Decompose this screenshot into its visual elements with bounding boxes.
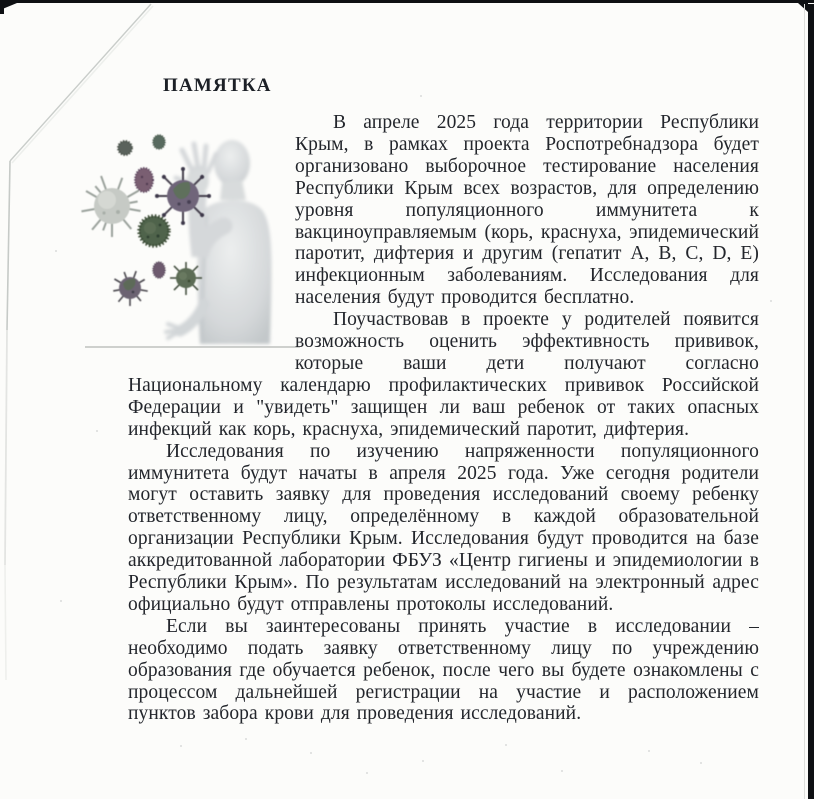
- scan-corner-top-right: [798, 3, 808, 12]
- paragraph-2: Поучаствовав в проекте у родителей появится возможность оценить эффективность прививок, которые ваши дети получают согласно Национальному календарю профилактических прививок Российской Федерации и "увидеть" защищен ли ваш ребенок от таких опасных инфекций как корь, краснуха, эпидемический паротит, дифтерия.: [128, 309, 759, 440]
- scan-speckle: [420, 95, 422, 97]
- paragraph-3: Исследования по изучению напряженности популяционного иммунитета будут начаты в апреля 2025 года. Уже сегодня родители могут оставить заявку для проведения исследований своему ребенку ответственному лицу, определённому в каждой образовательной организации Республики Крым. Исследования будут проводится на базе аккредитованной лаборатории ФБУЗ «Центр гигиены и эпидемиологии в Республики Крым». По результатам исследований на электронный адрес официально будут отправлены протоколы исследований.: [128, 440, 759, 615]
- scan-speckle: [96, 430, 98, 432]
- paragraph-4: Если вы заинтересованы принять участие в исследовании – необходимо подать заявку ответственному лицу по учреждению образования где обучается ребенок, после чего вы будете ознакомлены с процессом дальнейшей регистрации на участие и расположением пунктов забора крови для проведения исследований.: [128, 615, 759, 725]
- scan-speckle: [700, 762, 702, 764]
- scan-speckle: [561, 770, 563, 772]
- scan-speckle: [245, 738, 247, 740]
- scan-edge-top: [0, 0, 814, 3]
- scan-speckle: [60, 600, 62, 602]
- paragraph-1: В апреле 2025 года территории Республики Крым, в рамках проекта Роспотребнадзора будет организовано выборочное тестирование населения Республики Крым всех возрастов, для определению уровня популяционного иммунитета к вакциноуправляемым (корь, краснуха, эпидемический паротит, дифтерия и другим (гепатит A, B, C, D, E) инфекционным заболеваниям. Исследования для населения будут проводится бесплатно.: [295, 112, 759, 309]
- scan-speckle: [366, 772, 368, 774]
- scan-edge-right: [808, 4, 814, 799]
- document-body: [128, 112, 759, 725]
- scan-speckle: [55, 250, 57, 252]
- page-edge-line-right: [804, 4, 805, 799]
- scan-corner-top-left-2: [0, 3, 4, 14]
- scan-speckle: [310, 752, 312, 754]
- scan-speckle: [422, 760, 424, 762]
- scan-speckle: [740, 640, 742, 642]
- scan-speckle: [505, 744, 507, 746]
- text-wrap-spacer: [128, 112, 295, 354]
- scan-speckle: [770, 300, 772, 302]
- scan-speckle: [648, 750, 650, 752]
- page-title: ПАМЯТКА: [163, 75, 272, 96]
- scan-speckle: [180, 745, 182, 747]
